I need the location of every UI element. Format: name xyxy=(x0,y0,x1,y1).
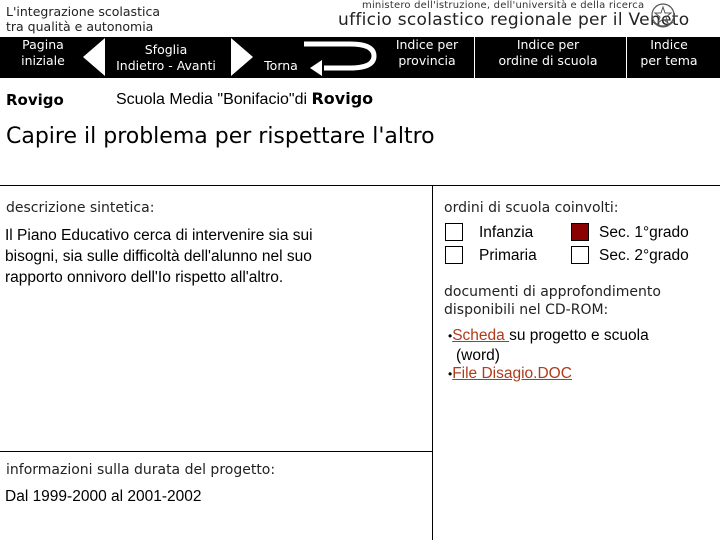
documents-label xyxy=(444,283,661,319)
topic-label-line2: per tema xyxy=(640,53,698,68)
app-title-line2: tra qualità e autonomia xyxy=(6,19,154,34)
option-sec2: Sec. 2°grado xyxy=(599,247,689,264)
scheda-link[interactable]: Scheda xyxy=(452,327,510,344)
browse-label-line1: Sfoglia xyxy=(144,42,188,57)
document-item-file xyxy=(448,365,572,383)
duration-label: informazioni sulla durata del progetto: xyxy=(6,462,276,478)
previous-arrow-icon[interactable] xyxy=(83,38,105,76)
column-divider xyxy=(432,185,433,540)
documents-label-line2: disponibili nel CD-ROM: xyxy=(444,302,609,318)
checkbox-infanzia[interactable] xyxy=(445,223,463,241)
school-name: Scuola Media "Bonifacio"di xyxy=(116,91,308,108)
description-line2: bisogni, sia sulle difficoltà dell'alunno nel suo xyxy=(5,248,312,265)
province-label-line2: provincia xyxy=(398,53,456,68)
school-orders-label: ordini di scuola coinvolti: xyxy=(444,200,619,216)
browse-label-line2: Indietro - Avanti xyxy=(116,58,216,73)
description-text xyxy=(5,225,313,288)
project-title: Capire il problema per rispettare l'altro xyxy=(6,124,435,149)
school-order-label-line1: Indice per xyxy=(516,37,580,52)
home-label-line1: Pagina xyxy=(22,37,64,52)
back-button-label[interactable]: Torna xyxy=(264,58,298,73)
section-divider xyxy=(0,185,720,186)
bullet: • xyxy=(448,329,453,343)
scheda-description: su progetto e scuola xyxy=(509,327,649,344)
description-label: descrizione sintetica: xyxy=(6,200,155,216)
option-infanzia: Infanzia xyxy=(479,224,534,241)
browse-control xyxy=(104,42,228,74)
office-name: ufficio scolastico regionale per il Veneto xyxy=(338,10,690,30)
nav-divider xyxy=(474,37,475,78)
checkbox-sec1[interactable] xyxy=(571,223,589,241)
republic-emblem-icon xyxy=(650,2,676,30)
province-label-line1: Indice per xyxy=(395,37,459,52)
file-disagio-link[interactable]: File Disagio.DOC xyxy=(452,365,572,382)
documents-label-line1: documenti di approfondimento xyxy=(444,284,661,300)
return-arrow-icon[interactable] xyxy=(300,36,382,76)
nav-divider xyxy=(626,37,627,78)
index-by-province-button[interactable] xyxy=(384,37,470,69)
province-name: Rovigo xyxy=(6,91,64,109)
scheda-format: (word) xyxy=(456,347,500,364)
index-by-school-order-button[interactable] xyxy=(482,37,614,69)
description-line3: rapporto onnivoro dell'Io rispetto all'altro. xyxy=(5,269,284,286)
ministry-name: ministero dell'istruzione, dell'università e della ricerca xyxy=(362,0,645,11)
bullet: • xyxy=(448,367,453,381)
school-city: Rovigo xyxy=(311,89,374,108)
home-button[interactable] xyxy=(4,37,82,69)
app-title xyxy=(6,4,160,34)
index-by-topic-button[interactable] xyxy=(632,37,706,69)
description-line1: Il Piano Educativo cerca di intervenire sia sui xyxy=(5,227,313,244)
school-line xyxy=(116,89,373,109)
section-divider xyxy=(0,451,432,452)
app-title-line1: L'integrazione scolastica xyxy=(6,4,160,19)
topic-label-line1: Indice xyxy=(650,37,688,52)
next-arrow-icon[interactable] xyxy=(231,38,253,76)
home-label-line2: iniziale xyxy=(21,53,65,68)
checkbox-sec2[interactable] xyxy=(571,246,589,264)
checkbox-primaria[interactable] xyxy=(445,246,463,264)
duration-text: Dal 1999-2000 al 2001-2002 xyxy=(5,488,202,505)
document-item-scheda xyxy=(448,326,649,365)
option-primaria: Primaria xyxy=(479,247,537,264)
option-sec1: Sec. 1°grado xyxy=(599,224,689,241)
school-order-label-line2: ordine di scuola xyxy=(498,53,598,68)
